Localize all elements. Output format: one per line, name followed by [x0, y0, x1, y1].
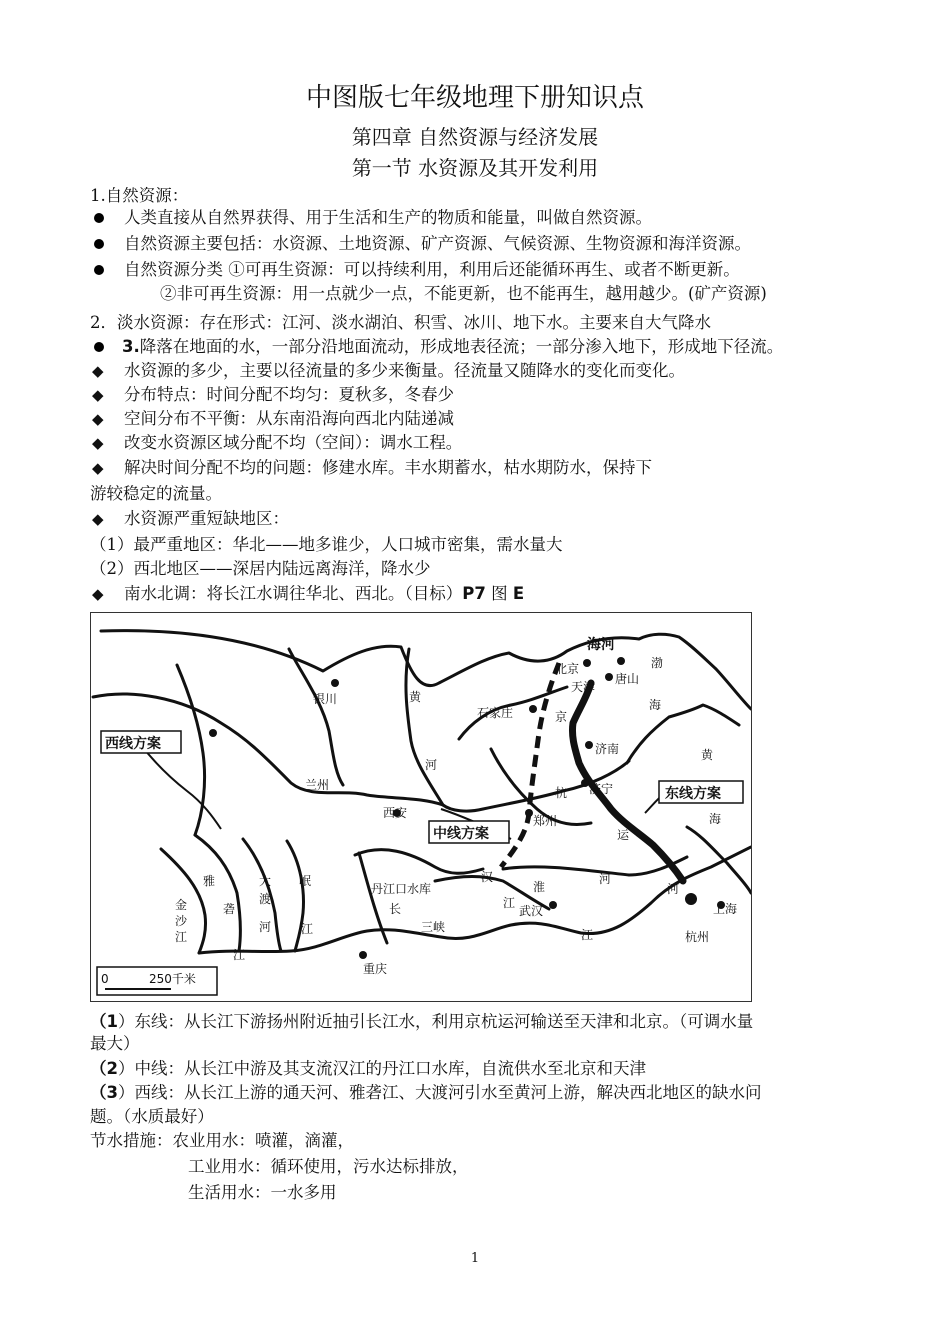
jinsha-jiang-label: 江 — [175, 930, 188, 944]
water-transfer: 改变水资源区域分配不均（空间）：调水工程。 — [124, 433, 463, 452]
huai-river-he-label: 河 — [599, 872, 612, 886]
jiangsu-coast-line — [687, 827, 751, 893]
chapter-heading: 第四章 自然资源与经济发展 — [351, 125, 599, 149]
bullet-dot-icon — [94, 239, 104, 249]
diamond-bullet-icon: ◆ — [92, 585, 104, 603]
huang-label: 黄 — [409, 690, 422, 704]
lanzhou-marker — [209, 729, 217, 737]
water-saving-life: 生活用水：一水多用 — [188, 1183, 337, 1202]
yalong-jiang-label: 江 — [233, 948, 246, 962]
tangshan-label: 唐山 — [615, 672, 640, 686]
lanzhou-label: 兰州 — [305, 778, 330, 792]
jialing-river-line — [355, 850, 483, 874]
da-label: 大 — [259, 874, 272, 888]
shortage-north-china: （1）最严重地区：华北——地多谁少，人口城市密集，需水量大 — [90, 535, 563, 554]
dadu-he-label: 河 — [259, 920, 272, 934]
west-route-text: （3）西线：从长江上游的通天河、雅砻江、大渡河引水至黄河上游，解决西北地区的缺水问 — [90, 1083, 762, 1102]
zhengzhou-marker — [525, 809, 533, 817]
huai-river-line — [503, 857, 687, 875]
bullet-dot-icon — [94, 213, 104, 223]
canal-he-label: 河 — [667, 882, 680, 896]
document-title: 中图版七年级地理下册知识点 — [305, 83, 644, 113]
canal-yun-label: 运 — [617, 828, 630, 842]
du-label: 渡 — [259, 892, 272, 906]
resource-definition: 人类直接从自然界获得、用于生活和生产的物质和能量，叫做自然资源。 — [124, 208, 652, 227]
west-plan-label: 西线方案 — [105, 736, 161, 752]
ya-label: 雅 — [203, 874, 216, 888]
chongqing-marker — [359, 951, 367, 959]
middle-plan-label: 中线方案 — [433, 826, 489, 842]
diamond-bullet-icon: ◆ — [92, 459, 104, 477]
beijing-marker — [583, 659, 591, 667]
jinan-marker — [585, 741, 593, 749]
yellow-sea-label: 黄 — [701, 748, 714, 762]
chongqing-label: 重庆 — [363, 962, 388, 976]
diamond-bullet-icon: ◆ — [92, 386, 104, 404]
jinan-label: 济南 — [595, 742, 620, 756]
natural-resources-heading: 1.自然资源： — [90, 186, 189, 205]
west-route-leader-line — [141, 745, 221, 829]
long-label: 砻 — [223, 902, 236, 916]
runoff-measure: 水资源的多少，主要以径流量的多少来衡量。径流量又随降水的变化而变化。 — [124, 361, 685, 380]
yellow-river-he-label: 河 — [425, 758, 438, 772]
jining-marker — [581, 779, 589, 787]
jin-label: 金 — [175, 898, 188, 912]
hangzhou-label: 杭州 — [685, 930, 710, 944]
yinchuan-marker — [331, 679, 339, 687]
resource-types: 自然资源主要包括：水资源、土地资源、矿产资源、气候资源、生物资源和海洋资源。 — [124, 234, 751, 253]
bohai-label: 渤 — [651, 656, 664, 670]
xian-label: 西安 — [383, 806, 408, 820]
min-jiang-label: 江 — [301, 922, 314, 936]
diamond-bullet-icon: ◆ — [92, 362, 104, 380]
bohai-sea-label: 海 — [649, 698, 662, 712]
han-jiang-label: 江 — [503, 896, 516, 910]
bullet-dot-icon — [94, 265, 104, 275]
zhengzhou-label: 郑州 — [533, 814, 558, 828]
scale-text-label: 250千米 — [149, 972, 196, 986]
chang-label: 长 — [389, 902, 402, 916]
shanghai-marker — [685, 893, 697, 905]
west-route-cont: 题。（水质最好） — [90, 1107, 214, 1126]
reservoir-solution-cont: 游较稳定的流量。 — [90, 484, 222, 503]
jining-label: 济宁 — [589, 782, 614, 796]
diamond-bullet-icon: ◆ — [92, 434, 104, 452]
min-label: 岷 — [299, 874, 312, 888]
yinchuan-label: 银川 — [313, 692, 338, 706]
bullet-dot-icon — [94, 342, 104, 352]
renewable-resources: 自然资源分类 ①可再生资源：可以持续利用，利用后还能循环再生、或者不断更新。 — [124, 260, 740, 279]
shijiazhuang-marker — [529, 705, 537, 713]
map-drawing — [91, 613, 751, 1001]
reservoir-solution: 解决时间分配不均的问题：修建水库。丰水期蓄水，枯水期防水，保持下 — [124, 458, 652, 477]
shanghai-label: 上海 — [713, 902, 738, 916]
nonrenewable-resources: ②非可再生资源：用一点就少一点，不能更新，也不能再生，越用越少。(矿产资源) — [160, 284, 767, 303]
haihe-label: 海河 — [587, 637, 615, 653]
yangtze-jiang-label: 江 — [581, 928, 594, 942]
beijing-label: 北京 — [555, 662, 580, 676]
east-route-cont: 最大） — [90, 1034, 140, 1053]
water-saving-agriculture: 节水措施：农业用水：喷灌，滴灌， — [90, 1131, 354, 1150]
south-north-transfer: 南水北调：将长江水调往华北、西北。（目标）P7 图 E — [124, 584, 525, 603]
yalong-river-line — [195, 835, 240, 951]
tianjin-label-1: 天津 — [571, 680, 596, 694]
page-number: 1 — [470, 1251, 480, 1266]
water-saving-industry: 工业用水：循环使用，污水达标排放， — [188, 1157, 469, 1176]
shortage-northwest: （2）西北地区——深居内陆远离海洋，降水少 — [90, 559, 431, 578]
scale-zero-label: 0 — [101, 972, 109, 986]
temporal-distribution: 分布特点：时间分配不均匀：夏秋多，冬春少 — [124, 385, 454, 404]
haihe-marker — [617, 657, 625, 665]
runoff-formation: 3.降落在地面的水，一部分沿地面流动，形成地表径流；一部分渗入地下，形成地下径流。 — [122, 337, 784, 356]
section-heading: 第一节 水资源及其开发利用 — [351, 156, 599, 180]
wuhan-marker — [549, 901, 557, 909]
spatial-distribution: 空间分布不平衡：从东南沿海向西北内陆递减 — [124, 409, 454, 428]
sanxia-label: 三峡 — [421, 920, 446, 934]
diamond-bullet-icon: ◆ — [92, 510, 104, 528]
tangshan-marker — [605, 673, 613, 681]
wuhan-label: 武汉 — [519, 904, 544, 918]
water-transfer-map — [90, 612, 752, 1002]
yellow-river-bend-line — [289, 649, 343, 785]
sea-label: 海 — [709, 812, 722, 826]
danjiangkou-label: 丹江口水库 — [371, 882, 432, 896]
diamond-bullet-icon: ◆ — [92, 410, 104, 428]
jing-label: 京 — [555, 710, 568, 724]
fresh-water-heading: 2．淡水资源：存在形式：江河、淡水湖泊、积雪、冰川、地下水。主要来自大气降水 — [90, 313, 711, 332]
middle-route-text: （2）中线：从长江中游及其支流汉江的丹江口水库，自流供水至北京和天津 — [90, 1059, 646, 1078]
east-plan-label: 东线方案 — [665, 786, 721, 802]
han-label: 汉 — [481, 870, 494, 884]
huai-label: 淮 — [533, 880, 546, 894]
shijiazhuang-label: 石家庄 — [477, 706, 514, 720]
shortage-areas: 水资源严重短缺地区： — [124, 509, 289, 528]
east-route-text: （1）东线：从长江下游扬州附近抽引长江水，利用京杭运河输送至天津和北京。（可调水量 — [90, 1012, 754, 1031]
shandong-coast-line — [627, 705, 739, 763]
hang-label: 杭 — [555, 786, 568, 800]
sha-label: 沙 — [175, 914, 188, 928]
